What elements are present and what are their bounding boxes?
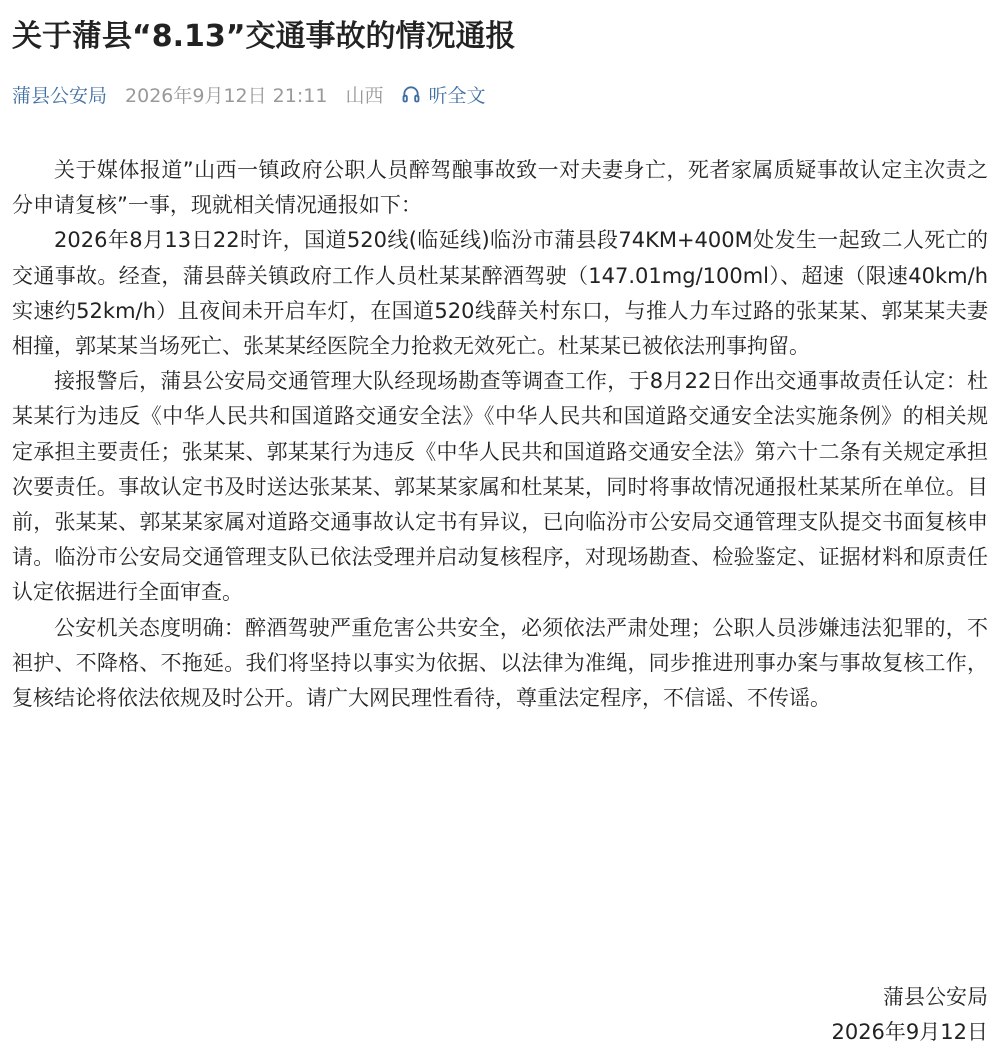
article-signature [831, 980, 988, 1050]
article-meta [12, 78, 485, 110]
signature-date: 2026年9月12日 [831, 1020, 988, 1044]
article-paragraph: 关于媒体报道”山西一镇政府公职人员醉驾酿事故致一对夫妻身亡，死者家属质疑事故认定主次责之分申请复核”一事，现就相关情况通报如下： [12, 158, 988, 218]
article-title: 关于蒲县“8.13”交通事故的情况通报 [12, 19, 516, 54]
region-label: 山西 [345, 84, 384, 107]
headphones-icon [401, 84, 421, 104]
publish-datetime: 2026年9月12日 21:11 [125, 84, 328, 107]
listen-label: 听全文 [428, 84, 486, 107]
article-paragraph: 公安机关态度明确：醉酒驾驶严重危害公共安全，必须依法严肃处理；公职人员涉嫌违法犯罪的，不袒护、不降格、不拖延。我们将坚持以事实为依据、以法律为准绳，同步推进刑事办案与事故复核工作，复核结论将依法依规及时公开。请广大网民理性看待，尊重法定程序，不信谣、不传谣。 [12, 615, 988, 711]
source-link[interactable]: 蒲县公安局 [12, 84, 108, 107]
article-body [12, 153, 988, 716]
article-paragraph: 接报警后，蒲县公安局交通管理大队经现场勘查等调查工作，于8月22日作出交通事故责任认定：杜某某行为违反《中华人民共和国道路交通安全法》《中华人民共和国道路交通安全法实施条例》的相关规定承担主要责任；张某某、郭某某行为违反《中华人民共和国道路交通安全法》第六十二条有关规定承担次要责任。事故认定书及时送达张某某、郭某某家属和杜某某，同时将事故情况通报杜某某所在单位。目前，张某某、郭某某家属对道路交通事故认定书有异议，已向临汾市公安局交通管理支队提交书面复核申请。临汾市公安局交通管理支队已依法受理并启动复核程序，对现场勘查、检验鉴定、证据材料和原责任认定依据进行全面审查。 [12, 369, 988, 605]
article-paragraph: 2026年8月13日22时许，国道520线(临延线)临汾市蒲县段74KM+400M处发生一起致二人死亡的交通事故。经查，蒲县薛关镇政府工作人员杜某某醉酒驾驶（147.01mg/100ml）、超速（限速40km/h实速约52km/h）且夜间未开启车灯，在国道520线薛关村东口，与推人力车过路的张某某、郭某某夫妻相撞，郭某某当场死亡、张某某经医院全力抢救无效死亡。杜某某已被依法刑事拘留。 [12, 228, 988, 359]
listen-full-text-button[interactable] [401, 81, 485, 108]
signature-issuer: 蒲县公安局 [883, 985, 988, 1009]
